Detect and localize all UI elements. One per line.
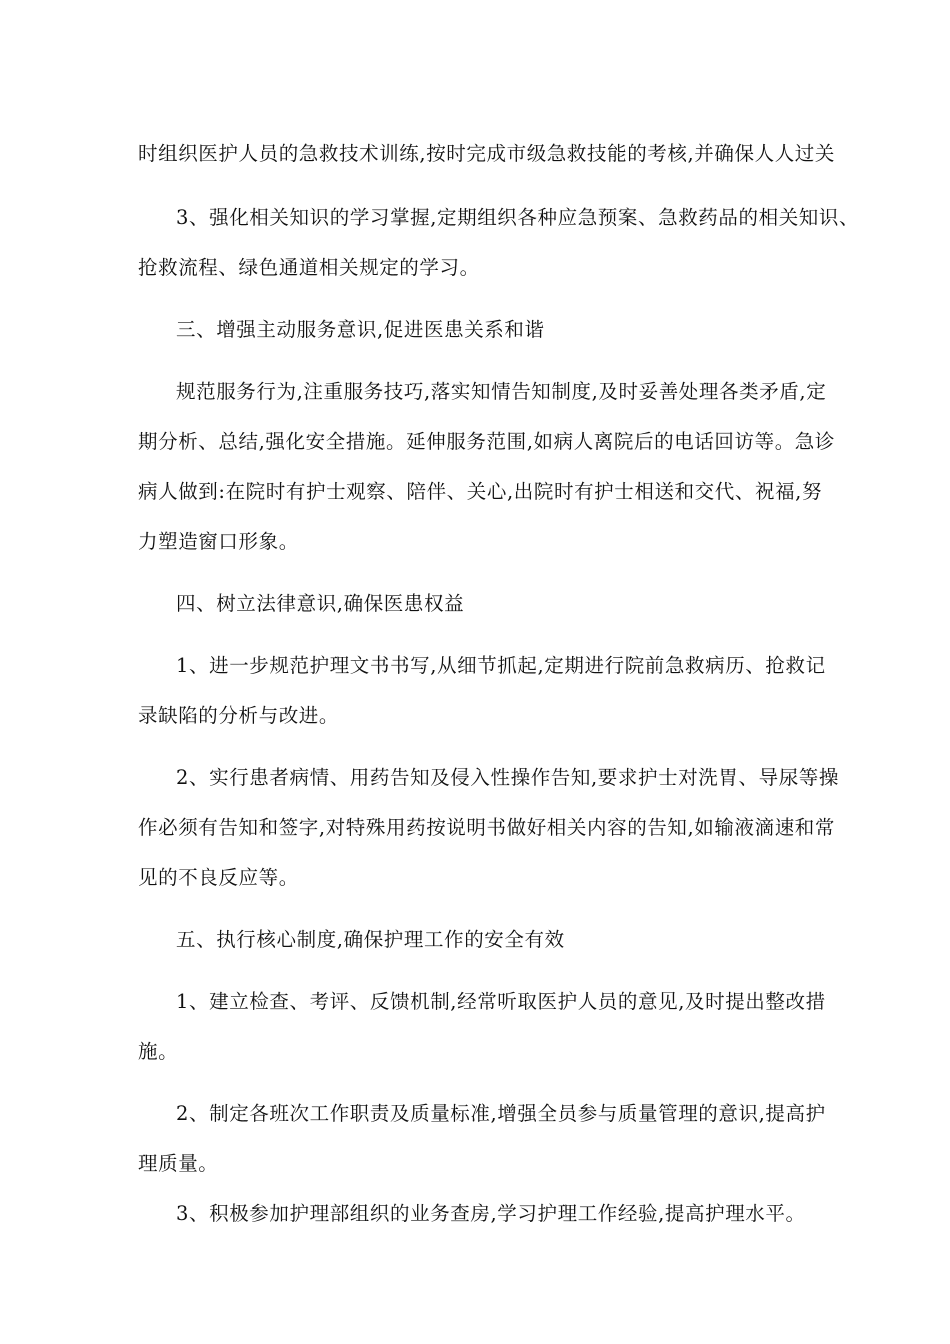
list-item-line: 1、建立检查、考评、反馈机制,经常听取医护人员的意见,及时提出整改措 <box>176 990 826 1013</box>
paragraph-line: 期分析、总结,强化安全措施。延伸服务范围,如病人离院后的电话回访等。急诊 <box>138 430 835 453</box>
paragraph-line: 理质量。 <box>138 1152 219 1175</box>
paragraph-line: 施。 <box>138 1040 179 1063</box>
paragraph-line: 时组织医护人员的急救技术训练,按时完成市级急救技能的考核,并确保人人过关 <box>138 142 835 165</box>
section-heading: 四、树立法律意识,确保医患权益 <box>176 592 465 615</box>
paragraph-line: 作必须有告知和签字,对特殊用药按说明书做好相关内容的告知,如输液滴速和常 <box>138 816 835 839</box>
list-item-line: 1、进一步规范护理文书书写,从细节抓起,定期进行院前急救病历、抢救记 <box>176 654 826 677</box>
paragraph-line: 力塑造窗口形象。 <box>138 530 299 553</box>
list-item-line: 2、实行患者病情、用药告知及侵入性操作告知,要求护士对洗胃、导尿等操 <box>176 766 840 789</box>
section-heading: 三、增强主动服务意识,促进医患关系和谐 <box>176 318 545 341</box>
paragraph-line: 规范服务行为,注重服务技巧,落实知情告知制度,及时妥善处理各类矛盾,定 <box>176 380 827 403</box>
list-item-line: 3、积极参加护理部组织的业务查房,学习护理工作经验,提高护理水平。 <box>176 1202 806 1225</box>
list-item-line: 3、强化相关知识的学习掌握,定期组织各种应急预案、急救药品的相关知识、 <box>176 206 860 229</box>
paragraph-line: 病人做到:在院时有护士观察、陪伴、关心,出院时有护士相送和交代、祝福,努 <box>138 480 823 503</box>
paragraph-line: 见的不良反应等。 <box>138 866 299 889</box>
section-heading: 五、执行核心制度,确保护理工作的安全有效 <box>176 928 565 951</box>
paragraph-line: 录缺陷的分析与改进。 <box>138 704 340 727</box>
list-item-line: 2、制定各班次工作职责及质量标准,增强全员参与质量管理的意识,提高护 <box>176 1102 826 1125</box>
paragraph-line: 抢救流程、绿色通道相关规定的学习。 <box>138 256 480 279</box>
